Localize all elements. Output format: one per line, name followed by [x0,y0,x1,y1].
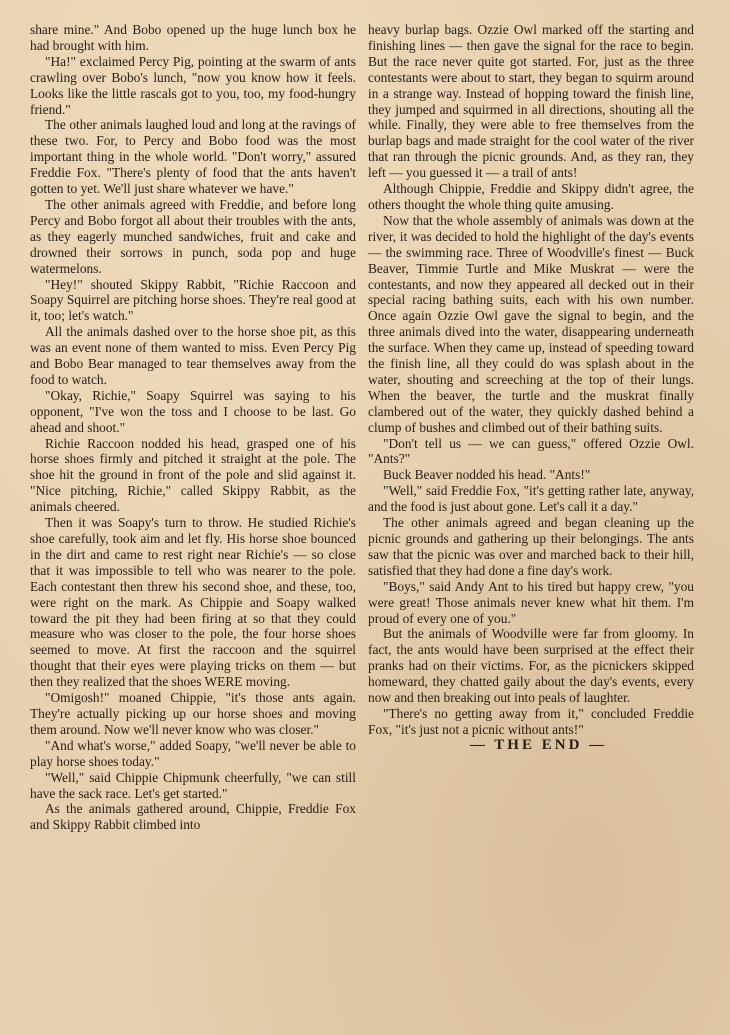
paragraph: heavy burlap bags. Ozzie Owl marked off the starting and finishing lines — then gave the signal for the race to begin. But the race never quite got started. For, just as the three contestants were about to start, they began to squirm around in a strange way. Instead of hopping toward the finish line, they jumped and squirmed in all directions, shouting all the while. Finally, they were able to free themselves from the burlap bags and made straight for the cool water of the river that ran through the picnic grounds. And, as they ran, they left — you guessed it — a trail of ants! [368,22,694,181]
paragraph: "Ha!" exclaimed Percy Pig, pointing at the swarm of ants crawling over Bobo's lunch, "now you know how it feels. Looks like the little rascals got to you, too, my food-hungry friend." [30,53,356,117]
paragraph: "Well," said Chippie Chipmunk cheerfully, "we can still have the sack race. Let's get started." [30,769,356,801]
paragraph: "And what's worse," added Soapy, "we'll never be able to play horse shoes today." [30,737,356,769]
paragraph: "Omigosh!" moaned Chippie, "it's those ants again. They're actually picking up our horse shoes and moving them around. Now we'll never know who was closer." [30,690,356,737]
right-column [368,22,694,1035]
paragraph: But the animals of Woodville were far from gloomy. In fact, the ants would have been surprised at the effect their pranks had on their victims. For, as the picnickers skipped homeward, they chatted gaily about the day's events, every now and then breaking out into peals of laughter. [368,626,694,706]
paragraph: The other animals agreed and began cleaning up the picnic grounds and gathering up their belongings. The ants saw that the picnic was over and marched back to their hill, satisfied that they had done a fine day's work. [368,515,694,578]
paragraph: "Well," said Freddie Fox, "it's getting rather late, anyway, and the food is just about gone. Let's call it a day." [368,483,694,515]
paragraph: The other animals agreed with Freddie, and before long Percy and Bobo forgot all about their troubles with the ants, as they eagerly munched sandwiches, fruit and cake and drowned their sorrows in punch, soda pop and huge watermelons. [30,196,356,276]
paragraph: Buck Beaver nodded his head. "Ants!" [383,467,591,483]
paragraph: "Hey!" shouted Skippy Rabbit, "Richie Raccoon and Soapy Squirrel are pitching horse shoes. They're real good at it, too; let's watch." [30,276,356,324]
paragraph: share mine." And Bobo opened up the huge lunch box he had brought with him. [30,22,356,53]
paragraph: "Don't tell us — we can guess," offered Ozzie Owl. "Ants?" [368,435,694,467]
paragraph: The other animals laughed loud and long at the ravings of these two. For, to Percy and Bobo food was the most important thing in the whole world. "Don't worry," assured Freddie Fox. "There's plenty of food that the ants haven't gotten to yet. We'll just share whatever we have." [30,117,356,197]
paragraph: Then it was Soapy's turn to throw. He studied Richie's shoe carefully, took aim and let fly. His horse shoe bounced in the dirt and came to rest right near Richie's — so close that it was impossible to tell who was nearer to the pole. Each contestant then threw his second shoe, and these, too, were right on the mark. As Chippie and Soapy walked toward the pit they had been firing at so that they could measure who was closer to the pole, the four horse shoes seemed to move. At first the raccoon and the squirrel thought that their eyes were playing tricks on them — but then they realized that the shoes WERE moving. [30,515,356,690]
left-column [30,22,356,1035]
paragraph: Richie Raccoon nodded his head, grasped one of his horse shoes firmly and pitched it straight at the pole. The shoe hit the ground in front of the pole and slid against it. "Nice pitching, Richie," called Skippy Rabbit, as the animals cheered. [30,435,356,515]
paragraph: As the animals gathered around, Chippie, Freddie Fox and Skippy Rabbit climbed into [30,801,356,833]
paragraph: Although Chippie, Freddie and Skippy didn't agree, the others thought the whole thing quite amusing. [368,181,694,212]
the-end-label: — THE END — [469,736,608,753]
paragraph: "Okay, Richie," Soapy Squirrel was saying to his opponent, "I've won the toss and I choose to be last. Go ahead and shoot." [30,387,356,435]
paragraph: "Boys," said Andy Ant to his tired but happy crew, "you were great! Those animals never knew what hit them. I'm proud of every one of you." [368,578,694,626]
paragraph: All the animals dashed over to the horse shoe pit, as this was an event none of them wanted to miss. Even Percy Pig and Bobo Bear managed to tear themselves away from the food to watch. [30,324,356,387]
paragraph: "There's no getting away from it," concluded Freddie Fox, "it's just not a picnic without ants!" [368,705,694,737]
paragraph: Now that the whole assembly of animals was down at the river, it was decided to hold the highlight of the day's events — the swimming race. Three of Woodville's finest — Buck Beaver, Timmie Turtle and Mike Muskrat — were the contestants, and now they appeared all decked out in their special racing bathing suits, each with his own number. Once again Ozzie Owl gave the signal to begin, and the three animals dived into the water, disappearing underneath the surface. When they came up, instead of speeding toward the finish line, all they could do was splash about in the water, shouting and screeching at the top of their lungs. When the beaver, the turtle and the muskrat finally clambered out of the water, they quickly dashed behind a clump of bushes and climbed out of their bathing suits. [368,212,694,435]
